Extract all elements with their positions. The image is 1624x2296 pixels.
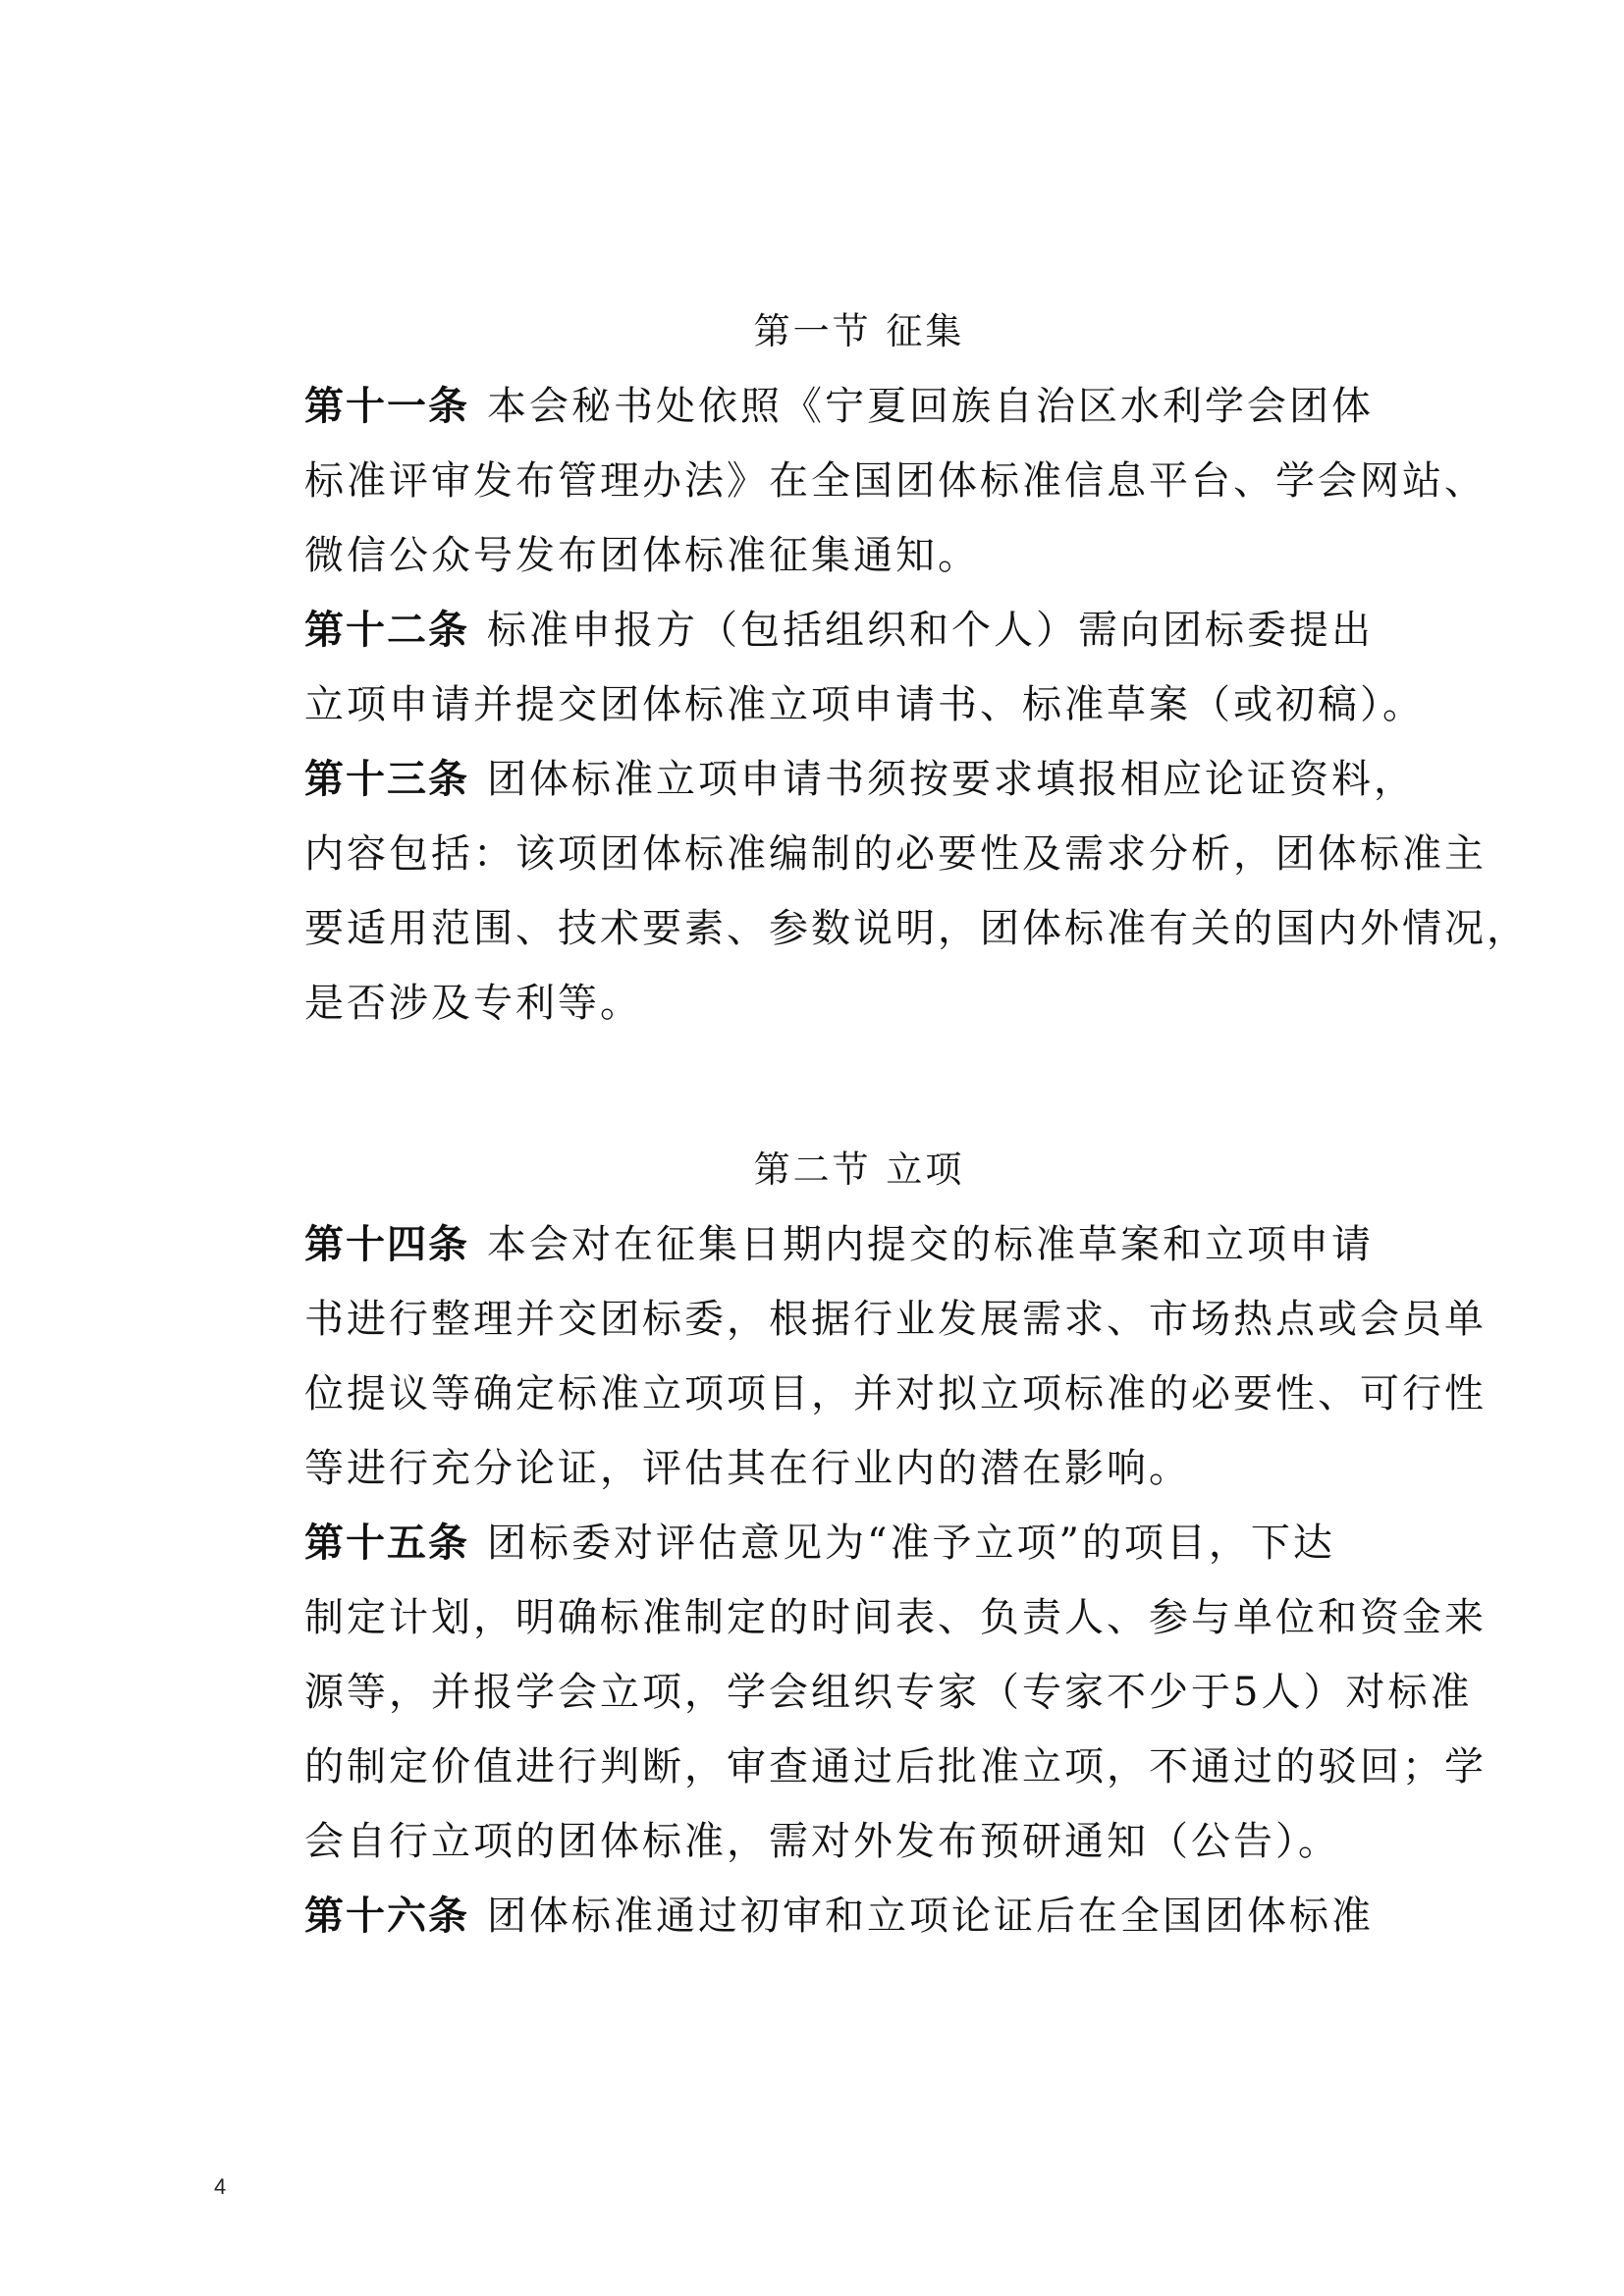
page-content [304, 294, 1529, 1953]
article-line [304, 1879, 1414, 1953]
article-text: 会自行立项的团体标准，需对外发布预研通知（公告）。 [304, 1819, 1340, 1864]
article-paragraph [304, 369, 1487, 593]
article-text: 标准评审发布管理办法》在全国团体标准信息平台、学会网站、 [304, 458, 1487, 504]
article-text: 本会对在征集日期内提交的标准草案和立项申请 [487, 1222, 1374, 1267]
article-text: 位提议等确定标准立项项目，并对拟立项标准的必要性、可行性 [304, 1371, 1487, 1416]
article-paragraph [304, 593, 1425, 742]
article-line [304, 369, 1414, 444]
article-number: 第十六条 [304, 1894, 469, 1939]
article-text: 制定计划，明确标准制定的时间表、负责人、参与单位和资金来 [304, 1595, 1487, 1640]
article-line [304, 1730, 1487, 1804]
article-text: 是否涉及专利等。 [304, 981, 642, 1026]
article-line [304, 1282, 1487, 1357]
article-text: 标准申报方（包括组织和个人）需向团标委提出 [487, 608, 1374, 653]
article-line [304, 518, 1414, 593]
article-line [304, 966, 1414, 1041]
articles-section-1 [304, 369, 1529, 1041]
article-text: 立项申请并提交团体标准立项申请书、标准草案（或初稿）。 [304, 682, 1425, 727]
article-line [304, 742, 1414, 817]
article-line [304, 1580, 1487, 1655]
article-text: 内容包括：该项团体标准编制的必要性及需求分析，团体标准主 [304, 831, 1487, 877]
article-text: 团体标准立项申请书须按要求填报相应论证资料， [487, 757, 1416, 802]
article-line [304, 1357, 1487, 1431]
article-number: 第十五条 [304, 1521, 469, 1566]
article-line [304, 1207, 1414, 1282]
article-paragraph [304, 1506, 1487, 1879]
article-number: 第十二条 [304, 608, 469, 653]
article-line [304, 1804, 1414, 1879]
article-text: 本会秘书处依照《宁夏回族自治区水利学会团体 [487, 384, 1374, 429]
article-text: 微信公众号发布团体标准征集通知。 [304, 533, 980, 578]
article-text: 团体标准通过初审和立项论证后在全国团体标准 [487, 1894, 1374, 1939]
article-line [304, 444, 1487, 518]
article-paragraph [304, 1207, 1487, 1506]
article-line [304, 1431, 1414, 1506]
article-text: 的制定价值进行判断，审查通过后批准立项，不通过的驳回；学 [304, 1744, 1487, 1789]
article-text: 源等，并报学会立项，学会组织专家（专家不少于5人）对标准 [304, 1670, 1473, 1715]
article-text: 书进行整理并交团标委，根据行业发展需求、市场热点或会员单 [304, 1297, 1487, 1342]
article-paragraph [304, 1879, 1414, 1953]
article-text: 团标委对评估意见为“准予立项”的项目，下达 [487, 1521, 1335, 1566]
section-heading-2: 第二节 立项 [753, 1148, 965, 1191]
articles-section-2 [304, 1207, 1487, 1953]
article-line [304, 891, 1529, 966]
article-number: 第十四条 [304, 1222, 469, 1267]
article-paragraph [304, 742, 1529, 1041]
article-line [304, 817, 1487, 891]
article-number: 第十一条 [304, 384, 469, 429]
article-line [304, 667, 1425, 742]
page-number: 4 [214, 2174, 227, 2199]
article-text: 要适用范围、技术要素、参数说明，团体标准有关的国内外情况， [304, 906, 1529, 951]
article-text: 等进行充分论证，评估其在行业内的潜在影响。 [304, 1446, 1191, 1491]
section-heading-1: 第一节 征集 [753, 310, 965, 352]
article-number: 第十三条 [304, 757, 469, 802]
article-line [304, 1655, 1473, 1730]
article-line [304, 1506, 1414, 1580]
article-line [304, 593, 1414, 667]
